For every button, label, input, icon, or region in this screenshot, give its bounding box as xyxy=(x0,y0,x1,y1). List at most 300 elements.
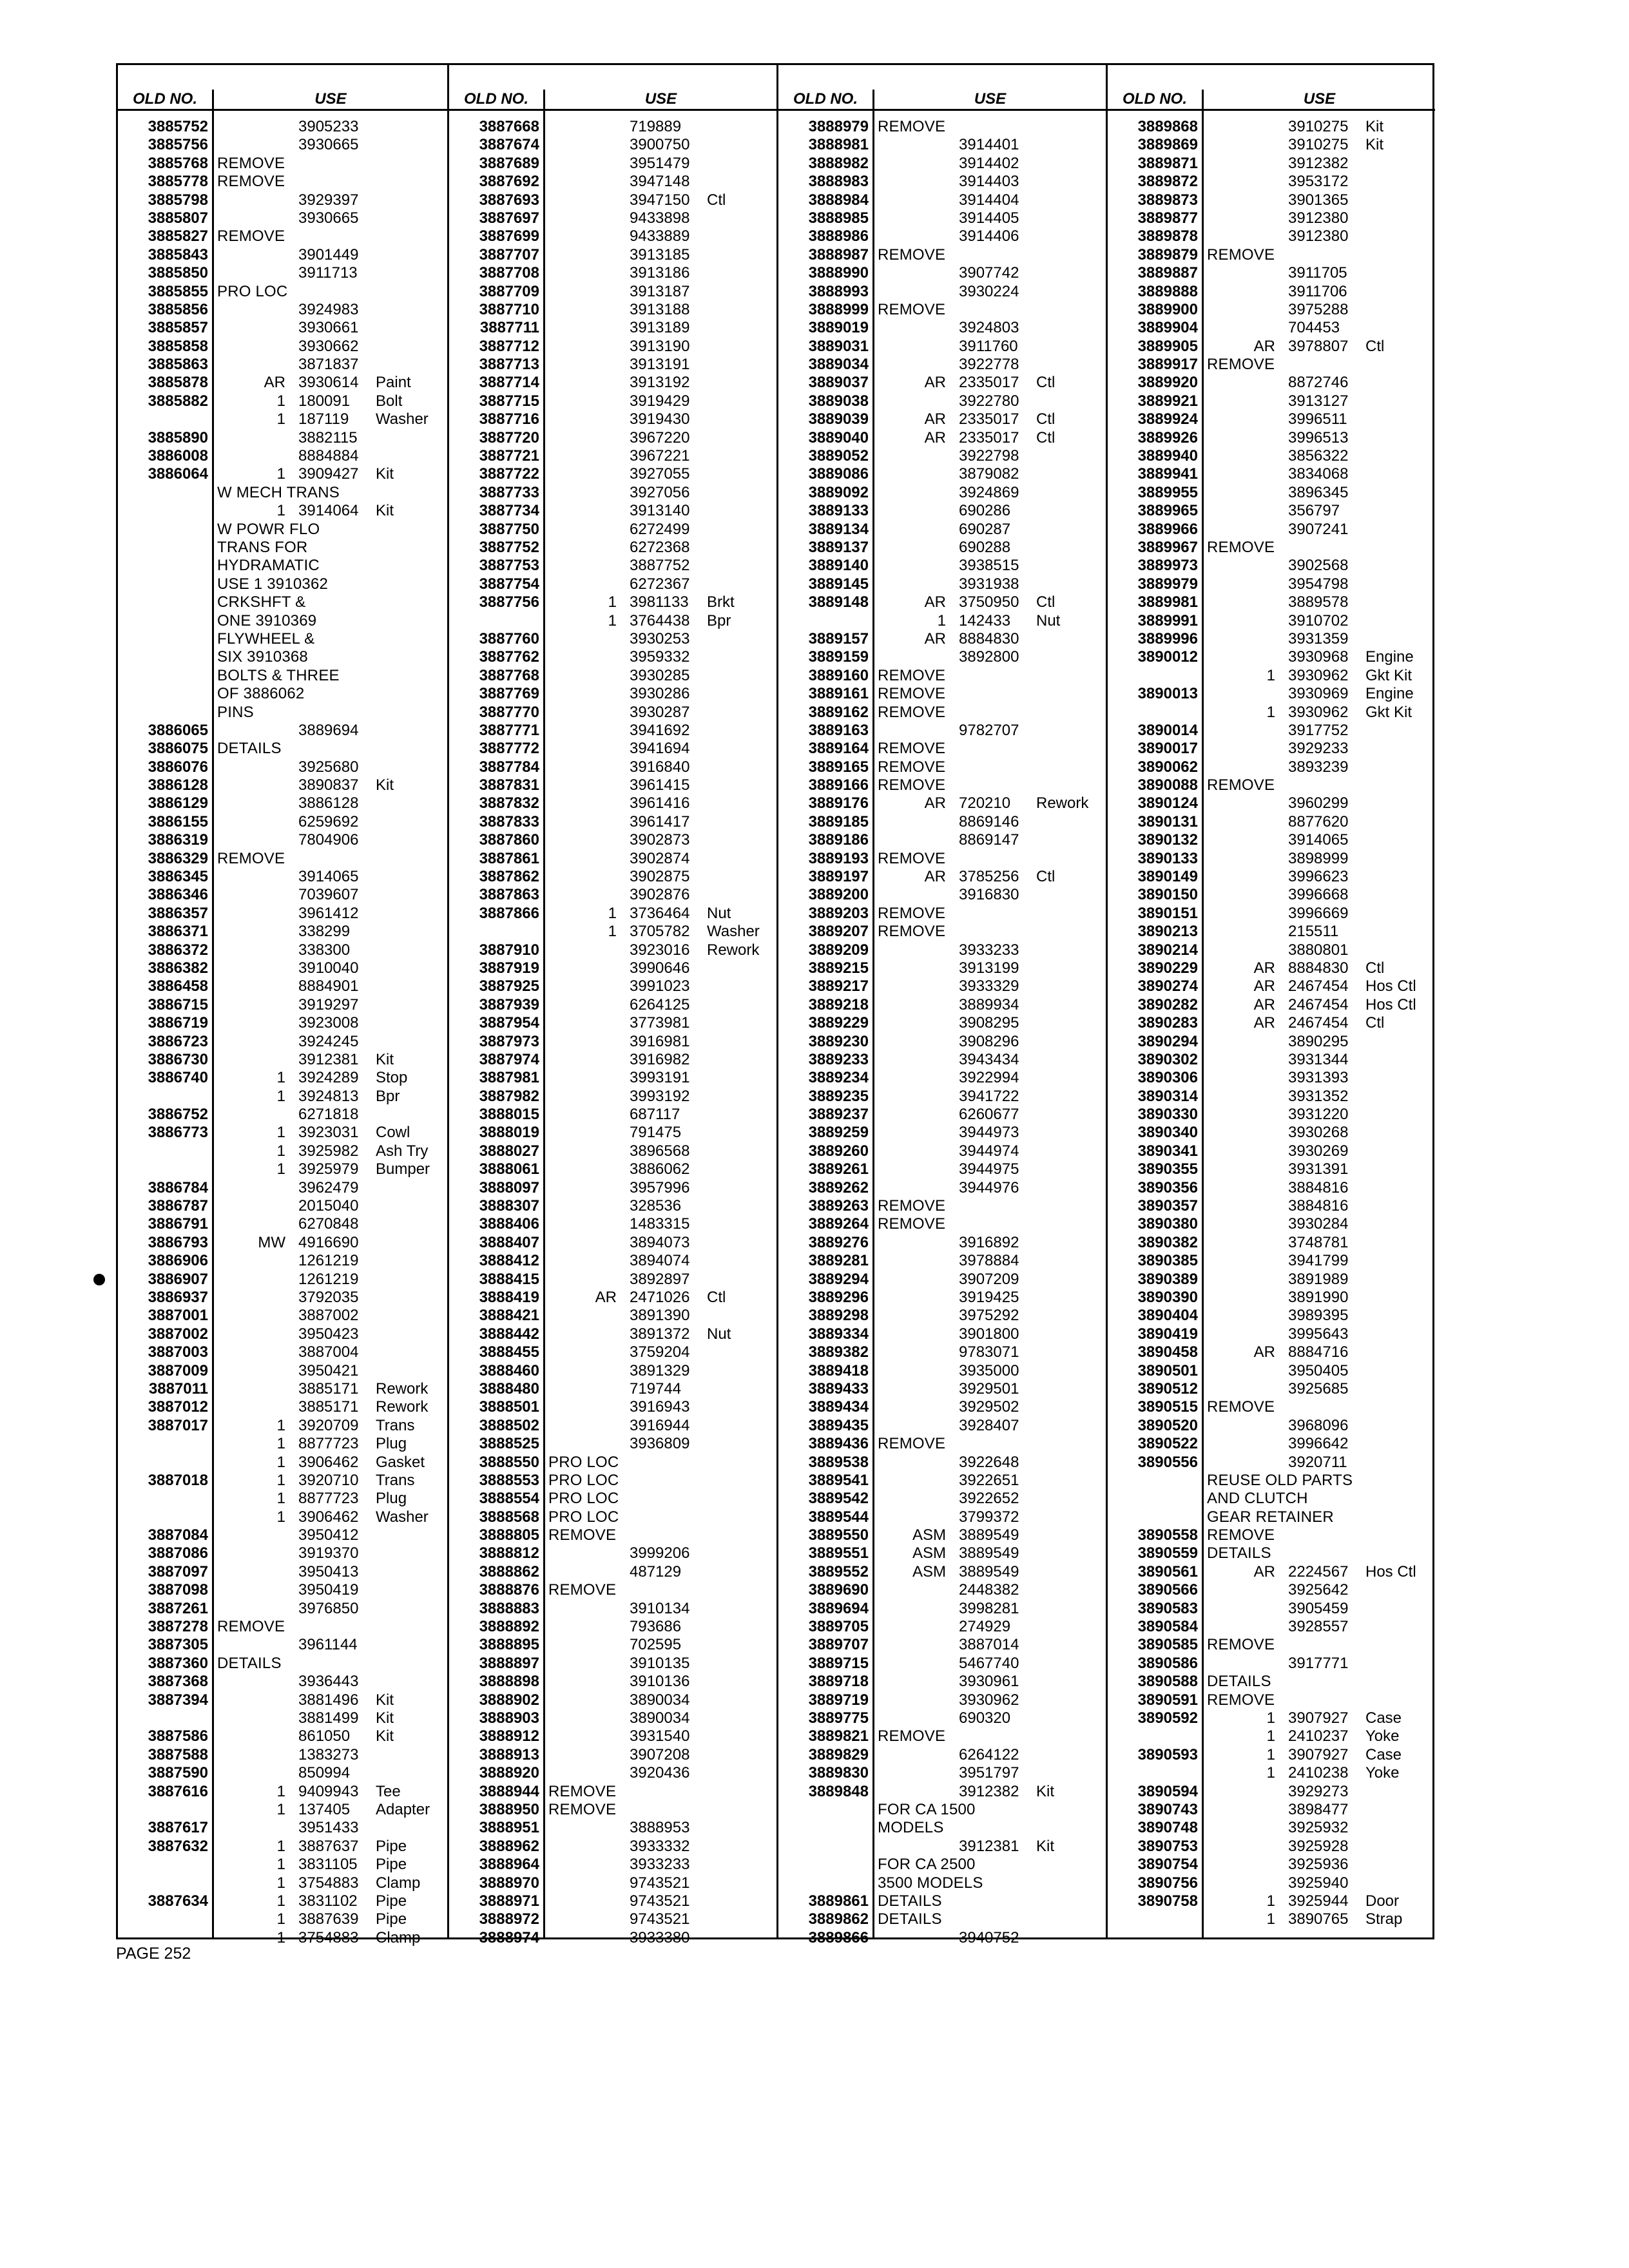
use-number: 3894073 xyxy=(630,1233,690,1251)
use-number: 3914404 xyxy=(959,191,1019,209)
table-row xyxy=(449,1508,776,1526)
old-number: 3888987 xyxy=(808,245,869,264)
old-number: 3889872 xyxy=(1137,173,1198,191)
use-number: 3736464 xyxy=(630,904,690,922)
old-number: 3888897 xyxy=(479,1654,539,1672)
old-number: 3889541 xyxy=(808,1471,869,1489)
use-number: 3933233 xyxy=(959,941,1019,959)
column-header xyxy=(1108,90,1435,111)
use-number: 8877620 xyxy=(1288,812,1349,831)
table-row xyxy=(449,1014,776,1032)
old-number: 3887084 xyxy=(148,1526,208,1544)
old-number: 3885858 xyxy=(148,337,208,355)
old-number: 3890754 xyxy=(1137,1856,1198,1874)
old-number: 3889133 xyxy=(808,502,869,520)
use-number: 3931344 xyxy=(1288,1050,1349,1068)
use-number: 1261219 xyxy=(298,1270,359,1288)
column-header xyxy=(118,90,447,111)
part-note: Yoke xyxy=(1365,1764,1400,1782)
old-number: 3889263 xyxy=(808,1197,869,1215)
use-number: 3930662 xyxy=(298,337,359,355)
use-number: 3916944 xyxy=(630,1416,690,1434)
use-number: 3961412 xyxy=(298,904,359,922)
use-number: 3912380 xyxy=(1288,209,1349,227)
use-number: 3896345 xyxy=(1288,483,1349,501)
use-number: 3799372 xyxy=(959,1508,1019,1526)
use-number: 9743521 xyxy=(630,1874,690,1892)
table-row xyxy=(449,1819,776,1837)
old-number: 3888460 xyxy=(479,1361,539,1379)
use-number: 3928557 xyxy=(1288,1618,1349,1636)
old-number: 3887721 xyxy=(479,447,539,465)
part-note: Cowl xyxy=(376,1124,410,1142)
old-number: 3887939 xyxy=(479,995,539,1014)
use-number: 3924983 xyxy=(298,300,359,318)
use-text: REMOVE xyxy=(878,740,946,758)
old-number: 3890302 xyxy=(1137,1050,1198,1068)
table-row xyxy=(778,1819,1106,1837)
quantity: 1 xyxy=(276,1928,285,1946)
table-row xyxy=(449,301,776,319)
part-note: Kit xyxy=(376,1050,394,1068)
table-row xyxy=(778,1307,1106,1325)
old-number: 3890586 xyxy=(1137,1654,1198,1672)
table-row xyxy=(118,301,447,319)
old-number: 3889186 xyxy=(808,831,869,849)
use-text: FOR CA 1500 xyxy=(878,1800,976,1818)
use-number: 3950413 xyxy=(298,1562,359,1581)
old-number: 3887769 xyxy=(479,685,539,703)
table-row xyxy=(118,1856,447,1874)
old-number: 3887714 xyxy=(479,374,539,392)
old-number: 3885878 xyxy=(148,374,208,392)
use-number: 3901800 xyxy=(959,1325,1019,1343)
old-number: 3887634 xyxy=(148,1892,208,1910)
use-number: 690286 xyxy=(959,502,1011,520)
use-number: 3831102 xyxy=(298,1892,358,1910)
old-number: 3890013 xyxy=(1137,685,1198,703)
quantity: 1 xyxy=(1266,703,1275,721)
old-number: 3887590 xyxy=(148,1764,208,1782)
old-no-header: OLD NO. xyxy=(449,90,545,109)
old-number: 3889904 xyxy=(1137,319,1198,337)
table-row xyxy=(778,886,1106,904)
old-number: 3889137 xyxy=(808,538,869,556)
use-number: 3913192 xyxy=(630,374,690,392)
old-number: 3890014 xyxy=(1137,721,1198,739)
use-header: USE xyxy=(314,90,347,108)
table-row xyxy=(1108,1892,1435,1910)
table-row xyxy=(778,1124,1106,1142)
table-row xyxy=(118,1160,447,1178)
quantity: 1 xyxy=(608,611,617,629)
old-number: 3889281 xyxy=(808,1252,869,1270)
table-row xyxy=(1108,1709,1435,1727)
old-number: 3889200 xyxy=(808,886,869,904)
use-number: 3919429 xyxy=(630,392,690,410)
table-row xyxy=(449,1106,776,1124)
table-row xyxy=(449,1673,776,1691)
table-row xyxy=(449,722,776,740)
table-row xyxy=(118,813,447,831)
old-number: 3890753 xyxy=(1137,1837,1198,1855)
quantity: ASM xyxy=(912,1562,946,1581)
old-number: 3887003 xyxy=(148,1343,208,1361)
table-row xyxy=(449,1856,776,1874)
table-row xyxy=(118,1655,447,1673)
old-number: 3889262 xyxy=(808,1178,869,1196)
table-row xyxy=(118,557,447,575)
old-number: 3890380 xyxy=(1137,1215,1198,1233)
table-row xyxy=(1108,209,1435,227)
table-row xyxy=(1108,1526,1435,1544)
table-row xyxy=(118,1343,447,1361)
use-number: 2467454 xyxy=(1288,977,1349,995)
quantity: 1 xyxy=(276,1800,285,1818)
part-note: Engine xyxy=(1365,648,1414,666)
old-number: 3887616 xyxy=(148,1782,208,1800)
use-number: 3919430 xyxy=(630,410,690,428)
use-number: 6259692 xyxy=(298,812,359,831)
table-row xyxy=(1108,1325,1435,1343)
old-number: 3890561 xyxy=(1137,1562,1198,1581)
use-text: REMOVE xyxy=(878,1727,946,1745)
part-note: Kit xyxy=(376,1691,394,1709)
bullet-marker xyxy=(93,1274,105,1285)
use-text: CRKSHFT & xyxy=(217,593,306,611)
table-row xyxy=(778,1160,1106,1178)
table-row xyxy=(118,722,447,740)
old-number: 3887697 xyxy=(479,209,539,227)
quantity: 1 xyxy=(276,1782,285,1800)
use-number: 2410237 xyxy=(1288,1727,1349,1745)
old-number: 3886129 xyxy=(148,794,208,812)
use-text: ONE 3910369 xyxy=(217,611,317,629)
use-number: 3911713 xyxy=(298,264,358,282)
table-row xyxy=(1108,1727,1435,1745)
old-number: 3889862 xyxy=(808,1910,869,1928)
old-number: 3889433 xyxy=(808,1379,869,1398)
use-number: 3996513 xyxy=(1288,428,1349,447)
old-number: 3887712 xyxy=(479,337,539,355)
use-number: 3930962 xyxy=(1288,666,1349,684)
old-number: 3889544 xyxy=(808,1508,869,1526)
table-row xyxy=(118,794,447,812)
table-row xyxy=(1108,1819,1435,1837)
use-number: 3961415 xyxy=(630,776,690,794)
table-row xyxy=(778,1380,1106,1398)
use-number: 3907742 xyxy=(959,264,1019,282)
use-text: MODELS xyxy=(878,1819,944,1837)
table-row xyxy=(778,1271,1106,1289)
table-row xyxy=(118,1618,447,1636)
use-number: 3998281 xyxy=(959,1599,1019,1617)
old-number: 3889163 xyxy=(808,721,869,739)
use-text: PRO LOC xyxy=(548,1453,619,1471)
use-number: 3950405 xyxy=(1288,1361,1349,1379)
old-number: 3887762 xyxy=(479,648,539,666)
quantity: 1 xyxy=(276,1087,285,1105)
use-text: REMOVE xyxy=(217,849,285,867)
table-row xyxy=(1108,1088,1435,1106)
table-row xyxy=(778,1673,1106,1691)
part-note: Ctl xyxy=(707,1289,726,1306)
quantity: AR xyxy=(924,629,946,648)
use-text: REMOVE xyxy=(217,227,285,245)
table-row xyxy=(1108,319,1435,337)
use-number: 3913190 xyxy=(630,337,690,355)
old-number: 3889965 xyxy=(1137,502,1198,520)
old-number: 3887784 xyxy=(479,758,539,776)
use-number: 3920711 xyxy=(1288,1453,1347,1471)
table-row xyxy=(778,794,1106,812)
quantity: MW xyxy=(258,1233,285,1251)
table-row xyxy=(449,1563,776,1581)
table-row xyxy=(118,465,447,483)
table-row xyxy=(449,1764,776,1782)
old-number: 3889694 xyxy=(808,1599,869,1617)
table-row xyxy=(778,1325,1106,1343)
table-row xyxy=(118,1709,447,1727)
table-row xyxy=(449,905,776,923)
table-row xyxy=(778,283,1106,301)
use-number: 3927055 xyxy=(630,465,690,483)
table-row xyxy=(1108,1215,1435,1233)
column-header xyxy=(778,90,1106,111)
table-row xyxy=(118,283,447,301)
use-number: 791475 xyxy=(630,1124,682,1142)
old-number: 3888984 xyxy=(808,191,869,209)
old-number: 3887707 xyxy=(479,245,539,264)
table-row xyxy=(1108,484,1435,502)
use-number: 3912380 xyxy=(1288,227,1349,245)
use-number: 3754883 xyxy=(298,1874,359,1892)
use-number: 3913187 xyxy=(630,282,690,300)
old-number: 3887086 xyxy=(148,1544,208,1562)
table-row xyxy=(1108,246,1435,264)
use-number: 3925685 xyxy=(1288,1379,1349,1398)
use-text: REMOVE xyxy=(548,1526,617,1544)
table-row xyxy=(778,246,1106,264)
old-number: 3888442 xyxy=(479,1325,539,1343)
table-row xyxy=(778,1600,1106,1618)
table-row xyxy=(118,1362,447,1380)
table-row xyxy=(1108,374,1435,392)
old-number: 3887733 xyxy=(479,483,539,501)
table-row xyxy=(1108,191,1435,209)
use-number: 3941692 xyxy=(630,721,690,739)
quantity: 1 xyxy=(276,1874,285,1892)
old-number: 3886937 xyxy=(148,1289,208,1306)
table-row xyxy=(449,1325,776,1343)
old-number: 3889966 xyxy=(1137,520,1198,538)
use-number: 3890837 xyxy=(298,776,359,794)
old-number: 3886372 xyxy=(148,941,208,959)
table-row xyxy=(118,941,447,959)
use-number: 3929397 xyxy=(298,191,359,209)
use-header: USE xyxy=(644,90,677,108)
use-text: GEAR RETAINER xyxy=(1207,1508,1334,1526)
use-number: 3906462 xyxy=(298,1508,359,1526)
part-note: Pipe xyxy=(376,1837,407,1855)
table-row xyxy=(778,648,1106,666)
table-row xyxy=(449,1289,776,1307)
old-number: 3890382 xyxy=(1137,1233,1198,1251)
use-number: 3916892 xyxy=(959,1233,1019,1251)
old-number: 3889550 xyxy=(808,1526,869,1544)
part-note: Ash Try xyxy=(376,1142,429,1160)
use-number: 3910275 xyxy=(1288,136,1349,154)
use-number: 356797 xyxy=(1288,502,1340,520)
table-row xyxy=(778,1179,1106,1197)
table-row xyxy=(449,1892,776,1910)
table-row xyxy=(778,593,1106,611)
use-number: 3919370 xyxy=(298,1544,359,1562)
old-number: 3889873 xyxy=(1137,191,1198,209)
old-number: 3889234 xyxy=(808,1069,869,1087)
use-number: 3944973 xyxy=(959,1124,1019,1142)
old-number: 3889991 xyxy=(1137,611,1198,629)
use-number: 3905233 xyxy=(298,118,359,135)
column-group-3 xyxy=(776,65,1106,1946)
old-number: 3887360 xyxy=(148,1654,208,1672)
part-note: Ctl xyxy=(1365,1014,1385,1032)
use-number: 7039607 xyxy=(298,886,359,904)
table-row xyxy=(449,1234,776,1252)
table-row xyxy=(778,776,1106,794)
part-note: Washer xyxy=(707,923,760,941)
table-row xyxy=(449,1033,776,1051)
use-number: 3928407 xyxy=(959,1416,1019,1434)
old-number: 3889230 xyxy=(808,1032,869,1050)
use-text: REMOVE xyxy=(1207,1526,1275,1544)
old-number: 3890229 xyxy=(1137,959,1198,977)
old-number: 3890584 xyxy=(1137,1618,1198,1636)
use-number: 3996623 xyxy=(1288,868,1349,886)
table-row xyxy=(118,1289,447,1307)
old-number: 3887689 xyxy=(479,154,539,172)
table-row xyxy=(1108,1033,1435,1051)
old-number: 3885857 xyxy=(148,319,208,337)
old-number: 3889037 xyxy=(808,374,869,392)
table-row xyxy=(1108,1362,1435,1380)
table-row xyxy=(118,1490,447,1508)
old-number: 3887752 xyxy=(479,538,539,556)
old-number: 3888951 xyxy=(479,1819,539,1837)
old-number: 3886076 xyxy=(148,758,208,776)
old-number: 3887710 xyxy=(479,300,539,318)
table-row xyxy=(778,667,1106,685)
old-number: 3885752 xyxy=(148,118,208,135)
old-number: 3885855 xyxy=(148,282,208,300)
table-row xyxy=(778,959,1106,977)
table-row xyxy=(778,1215,1106,1233)
use-number: 3975288 xyxy=(1288,300,1349,318)
table-row xyxy=(118,612,447,630)
table-row xyxy=(778,941,1106,959)
old-number: 3889888 xyxy=(1137,282,1198,300)
old-number: 3886740 xyxy=(148,1069,208,1087)
quantity: 1 xyxy=(276,1069,285,1087)
table-row xyxy=(1108,1490,1435,1508)
use-number: 3914405 xyxy=(959,209,1019,227)
table-row xyxy=(449,209,776,227)
old-number: 3889145 xyxy=(808,575,869,593)
quantity: 1 xyxy=(276,1435,285,1453)
use-number: 8884884 xyxy=(298,447,359,465)
use-text: W MECH TRANS xyxy=(217,483,340,501)
use-text: REUSE OLD PARTS xyxy=(1207,1471,1353,1489)
old-number: 3887720 xyxy=(479,428,539,447)
table-row xyxy=(449,794,776,812)
table-row xyxy=(449,1069,776,1087)
use-number: 3907241 xyxy=(1288,520,1349,538)
table-row xyxy=(1108,1874,1435,1892)
table-row xyxy=(118,905,447,923)
quantity: ASM xyxy=(912,1544,946,1562)
old-number: 3888971 xyxy=(479,1892,539,1910)
old-number: 3887002 xyxy=(148,1325,208,1343)
table-row xyxy=(118,191,447,209)
quantity: 1 xyxy=(276,1508,285,1526)
use-number: 3953172 xyxy=(1288,173,1349,191)
part-note: Gkt Kit xyxy=(1365,703,1412,721)
use-number: 3902876 xyxy=(630,886,690,904)
old-number: 3888974 xyxy=(479,1928,539,1946)
old-number: 3888982 xyxy=(808,154,869,172)
use-text: FOR CA 2500 xyxy=(878,1856,976,1874)
old-number: 3889719 xyxy=(808,1691,869,1709)
old-number: 3888902 xyxy=(479,1691,539,1709)
use-number: 3990646 xyxy=(630,959,690,977)
table-row xyxy=(118,977,447,995)
old-number: 3890583 xyxy=(1137,1599,1198,1617)
table-row xyxy=(449,338,776,356)
table-row xyxy=(1108,1014,1435,1032)
use-number: 3893239 xyxy=(1288,758,1349,776)
use-number: 2467454 xyxy=(1288,1014,1349,1032)
table-row xyxy=(118,1088,447,1106)
old-number: 3890012 xyxy=(1137,648,1198,666)
table-row xyxy=(1108,1289,1435,1307)
row-list xyxy=(1108,118,1435,1929)
table-row xyxy=(778,557,1106,575)
table-row xyxy=(778,1709,1106,1727)
table-row xyxy=(118,539,447,557)
old-number: 3889092 xyxy=(808,483,869,501)
table-row xyxy=(778,1398,1106,1416)
use-number: 3911705 xyxy=(1288,264,1347,282)
table-row xyxy=(449,575,776,593)
use-number: 3889934 xyxy=(959,995,1019,1014)
use-text: PRO LOC xyxy=(217,282,288,300)
table-row xyxy=(118,1124,447,1142)
old-number: 3887863 xyxy=(479,886,539,904)
use-number: 3940752 xyxy=(959,1928,1019,1946)
table-row xyxy=(118,1910,447,1928)
old-number: 3889861 xyxy=(808,1892,869,1910)
use-number: 137405 xyxy=(298,1800,351,1818)
use-header: USE xyxy=(1303,90,1336,108)
old-number: 3888950 xyxy=(479,1800,539,1818)
use-text: FLYWHEEL & xyxy=(217,629,315,648)
table-row xyxy=(118,776,447,794)
old-number: 3887709 xyxy=(479,282,539,300)
old-number: 3889140 xyxy=(808,557,869,575)
quantity: 1 xyxy=(1266,1745,1275,1763)
use-text: PRO LOC xyxy=(548,1471,619,1489)
quantity: 1 xyxy=(276,1490,285,1508)
